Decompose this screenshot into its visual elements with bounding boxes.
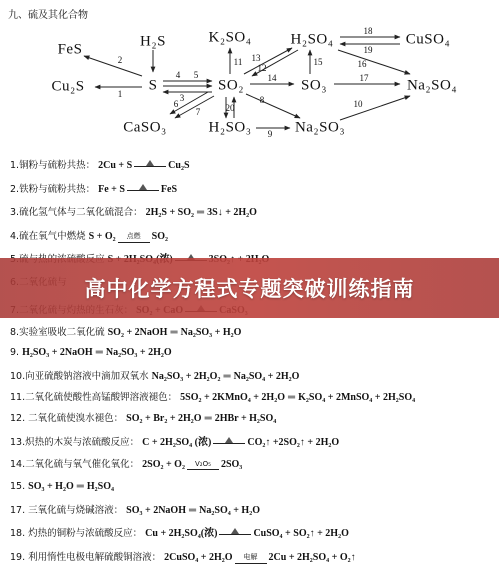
node-K2SO4: K₂SO₄ — [208, 29, 252, 46]
node-FeS: FeS — [57, 41, 83, 58]
label-14: 14 — [267, 73, 277, 83]
node-Na2SO4: Na₂SO₄ — [406, 77, 458, 94]
equation-4: 4.硫在氧气中燃烧 S + O₂ 点燃 SO₂ — [10, 231, 168, 242]
equation-14: 14.二氧化硫与氧气催化氧化： 2SO₂ + O₂ V₂O₅ 2SO₃ — [10, 459, 243, 470]
label-11: 11 — [233, 57, 243, 67]
label-20: 20 — [225, 103, 235, 113]
arrow-10 — [340, 96, 410, 120]
label-19: 19 — [363, 45, 373, 55]
node-CaSO3: CaSO₃ — [123, 119, 167, 136]
equation-17: 17. 三氧化硫与烧碱溶液： SO₃ + 2NaOH ═ Na₂SO₄ + H₂O — [10, 505, 260, 516]
label-3: 3 — [179, 93, 185, 103]
label-4: 4 — [175, 70, 181, 80]
label-10: 10 — [353, 99, 363, 109]
node-Na2SO3: Na₂SO₃ — [294, 119, 346, 136]
arrow-2 — [84, 56, 142, 76]
node-S: S — [148, 77, 158, 94]
node-H2SO3: H₂SO₃ — [208, 119, 252, 136]
title-banner — [0, 258, 499, 318]
node-SO2: SO₂ — [218, 77, 244, 94]
node-Cu2S: Cu₂S — [51, 78, 85, 95]
equation-12: 12. 二氧化硫使溴水褪色： SO₂ + Br₂ + 2H₂O ═ 2HBr + H₂SO₄ — [10, 413, 277, 424]
equation-10: 10.向亚硫酸钠溶液中滴加双氧水 Na₂SO₃ + 2H₂O₂ ═ Na₂SO₄ + 2H₂O — [10, 371, 300, 382]
label-5: 5 — [193, 70, 199, 80]
equation-3: 3.硫化氢气体与二氧化硫混合： 2H₂S + SO₂ ═ 3S↓ + 2H₂O — [10, 207, 257, 218]
label-13: 13 — [251, 53, 261, 63]
label-17: 17 — [359, 73, 369, 83]
label-6: 6 — [173, 99, 179, 109]
equation-18: 18. 灼热的铜粉与浓硫酸反应： Cu + 2H₂SO₄(浓) CuSO₄ + SO₂↑ + 2H₂O — [10, 528, 349, 539]
equation-13: 13.炽热的木炭与浓硫酸反应： C + 2H₂SO₄ (浓) CO₂↑ +2SO₂↑ + 2H₂O — [10, 437, 340, 448]
equation-11: 11.二氧化硫使酸性高锰酸钾溶液褪色： 5SO₂ + 2KMnO₄ + 2H₂O ═ K₂SO₄ + 2MnSO₄ + 2H₂SO₄ — [10, 392, 416, 403]
label-8: 8 — [259, 95, 265, 105]
label-1: 1 — [117, 89, 123, 99]
label-18: 18 — [363, 26, 373, 36]
label-12: 12 — [257, 63, 267, 73]
node-H2S: H₂S — [140, 33, 166, 50]
arrow-8 — [246, 94, 300, 118]
equation-19: 19. 利用惰性电极电解硫酸铜溶液： 2CuSO₄ + 2H₂O 电解 2Cu + 2H₂SO₄ + O₂↑ — [10, 552, 356, 563]
section-title: 九、硫及其化合物 — [8, 10, 88, 21]
label-16: 16 — [357, 59, 367, 69]
equation-9: 9. H₂SO₃ + 2NaOH ═ Na₂SO₃ + 2H₂O — [10, 347, 172, 358]
node-SO3: SO₃ — [301, 77, 327, 94]
equation-1: 1.铜粉与硫粉共热： 2Cu + S Cu₂S — [10, 160, 190, 171]
label-9: 9 — [267, 129, 273, 139]
equation-2: 2.铁粉与硫粉共热： Fe + S FeS — [10, 184, 178, 195]
equation-8: 8.实验室吸收二氧化硫 SO₂ + 2NaOH ═ Na₂SO₃ + H₂O — [10, 327, 242, 338]
label-7: 7 — [195, 107, 201, 117]
node-CuSO4: CuSO₄ — [405, 31, 451, 48]
label-2: 2 — [117, 55, 123, 65]
banner-title: 高中化学方程式专题突破训练指南 — [84, 277, 415, 301]
equation-15: 15. SO₃ + H₂O ═ H₂SO₄ — [10, 481, 115, 492]
node-H2SO4: H₂SO₄ — [290, 31, 334, 48]
arrow-16 — [338, 50, 410, 74]
label-15: 15 — [313, 57, 323, 67]
